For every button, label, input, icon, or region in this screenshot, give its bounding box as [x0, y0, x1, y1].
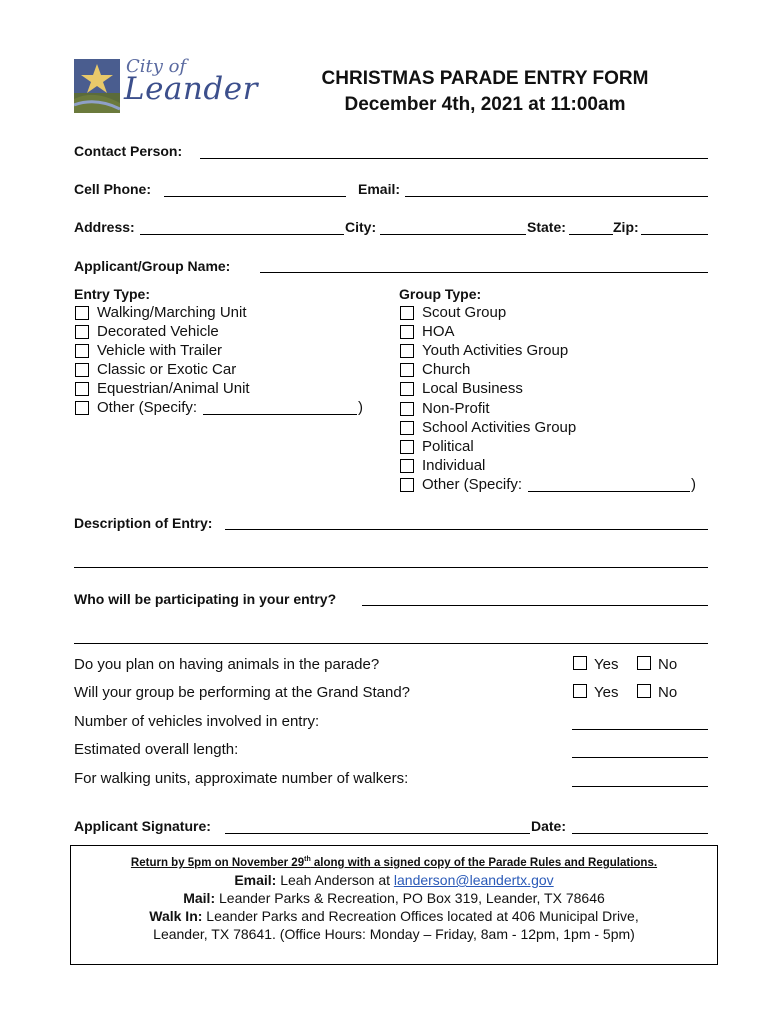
animals-no-label: No: [658, 656, 678, 673]
star-logo-icon: [74, 59, 120, 113]
signature-field[interactable]: [225, 833, 530, 834]
grandstand-no-label: No: [658, 684, 678, 701]
entry-type-close-paren: ): [358, 399, 364, 416]
vehicles-question: Number of vehicles involved in entry:: [74, 713, 320, 730]
grandstand-question: Will your group be performing at the Grand Stand?: [74, 684, 411, 701]
group-name-label: Applicant/Group Name:: [74, 258, 231, 274]
email-link[interactable]: landerson@leandertx.gov: [393, 872, 554, 888]
group-type-option-label: Political: [422, 437, 474, 455]
city-logo: [74, 56, 258, 115]
form-title: CHRISTMAS PARADE ENTRY FORM: [321, 68, 649, 89]
group-type-checkbox[interactable]: [400, 402, 414, 416]
group-type-checkbox[interactable]: [400, 363, 414, 377]
group-name-field[interactable]: [260, 272, 708, 273]
date-field[interactable]: [572, 833, 708, 834]
entry-type-option-label: Vehicle with Trailer: [97, 342, 223, 359]
animals-no-checkbox[interactable]: [637, 656, 651, 670]
group-type-option-label: Scout Group: [422, 304, 507, 321]
entry-type-checkbox[interactable]: [75, 325, 89, 339]
animals-yes-label: Yes: [594, 656, 619, 673]
address-field[interactable]: [140, 234, 344, 235]
state-label: State:: [527, 219, 566, 235]
email-label: Email:: [358, 181, 401, 197]
cell-phone-field[interactable]: [164, 196, 346, 197]
cell-phone-label: Cell Phone:: [74, 181, 152, 197]
state-field[interactable]: [569, 234, 613, 235]
group-type-heading: Group Type:: [399, 286, 482, 302]
group-type-checkbox[interactable]: [400, 421, 414, 435]
entry-type-checkbox[interactable]: [75, 306, 89, 320]
group-type-other-specify-field[interactable]: [528, 491, 690, 492]
animals-yes-checkbox[interactable]: [573, 656, 587, 670]
vehicles-field[interactable]: [572, 729, 708, 730]
group-type-checkbox[interactable]: [400, 459, 414, 473]
group-type-checkbox[interactable]: [400, 306, 414, 320]
walkers-field[interactable]: [572, 786, 708, 787]
group-type-checkbox[interactable]: [400, 344, 414, 358]
description-field-line-2[interactable]: [74, 567, 708, 568]
group-type-option-label: Non-Profit: [422, 399, 490, 417]
entry-type-option-label: Classic or Exotic Car: [97, 361, 237, 378]
length-question: Estimated overall length:: [74, 741, 239, 758]
length-field[interactable]: [572, 757, 708, 758]
zip-label: Zip:: [613, 219, 639, 235]
group-type-option-label: HOA: [422, 323, 455, 341]
entry-type-checkbox[interactable]: [75, 344, 89, 358]
description-field[interactable]: [225, 529, 708, 530]
walkers-question: For walking units, approximate number of walkers:: [74, 770, 409, 787]
group-type-option-label: Local Business: [422, 380, 523, 398]
entry-type-option-label: Equestrian/Animal Unit: [97, 380, 250, 397]
return-instructions-box: [70, 845, 718, 965]
grandstand-no-checkbox[interactable]: [637, 684, 651, 698]
group-type-option-label: School Activities Group: [422, 418, 577, 436]
group-type-checkbox[interactable]: [400, 325, 414, 339]
group-type-checkbox[interactable]: [400, 478, 414, 492]
address-label: Address:: [74, 219, 135, 235]
entry-type-heading: Entry Type:: [74, 286, 150, 302]
signature-label: Applicant Signature:: [74, 818, 211, 834]
entry-type-option-label: Walking/Marching Unit: [97, 304, 247, 321]
group-type-option-label: Individual: [422, 456, 486, 474]
entry-type-option-label: Decorated Vehicle: [97, 323, 219, 340]
entry-type-checkbox[interactable]: [75, 401, 89, 415]
group-type-option-label: Youth Activities Group: [422, 342, 569, 360]
group-type-checkbox[interactable]: [400, 382, 414, 396]
email-field[interactable]: [405, 196, 708, 197]
contact-person-field[interactable]: [200, 158, 708, 159]
return-deadline-text: Return by 5pm on November 29th along with a signed copy of the Parade Rules and Regulations.: [130, 856, 658, 869]
mail-instructions: Mail: Leander Parks & Recreation, PO Box 319, Leander, TX 78646: [183, 890, 605, 906]
participants-field-line-2[interactable]: [74, 643, 708, 644]
animals-question: Do you plan on having animals in the parade?: [74, 656, 380, 673]
group-type-option-label: Other (Specify:: [422, 475, 523, 493]
city-label: City:: [345, 219, 377, 235]
grandstand-yes-label: Yes: [594, 684, 619, 701]
date-label: Date:: [531, 818, 567, 834]
participants-label: Who will be participating in your entry?: [74, 591, 337, 607]
grandstand-yes-checkbox[interactable]: [573, 684, 587, 698]
participants-field[interactable]: [362, 605, 708, 606]
entry-type-other-specify-field[interactable]: [203, 414, 357, 415]
group-type-checkbox[interactable]: [400, 440, 414, 454]
walkin-instructions: Walk In: Leander Parks and Recreation Offices located at 406 Municipal Drive,: [149, 908, 639, 924]
entry-type-checkbox[interactable]: [75, 363, 89, 377]
logo-name-text: Leander: [124, 71, 258, 107]
city-field[interactable]: [380, 234, 526, 235]
zip-field[interactable]: [641, 234, 708, 235]
entry-type-option-label: Other (Specify:: [97, 399, 198, 416]
group-type-close-paren: ): [691, 475, 697, 493]
office-hours-text: Leander, TX 78641. (Office Hours: Monday – Friday, 8am - 12pm, 1pm - 5pm): [153, 926, 635, 942]
description-label: Description of Entry:: [74, 515, 213, 531]
form-date: December 4th, 2021 at 11:00am: [344, 94, 626, 115]
email-instructions: Email: Leah Anderson at landerson@leandertx.gov: [234, 872, 554, 888]
logo-city-text: City of: [126, 56, 187, 77]
contact-person-label: Contact Person:: [74, 143, 183, 159]
group-type-option-label: Church: [422, 361, 471, 379]
entry-type-checkbox[interactable]: [75, 382, 89, 396]
